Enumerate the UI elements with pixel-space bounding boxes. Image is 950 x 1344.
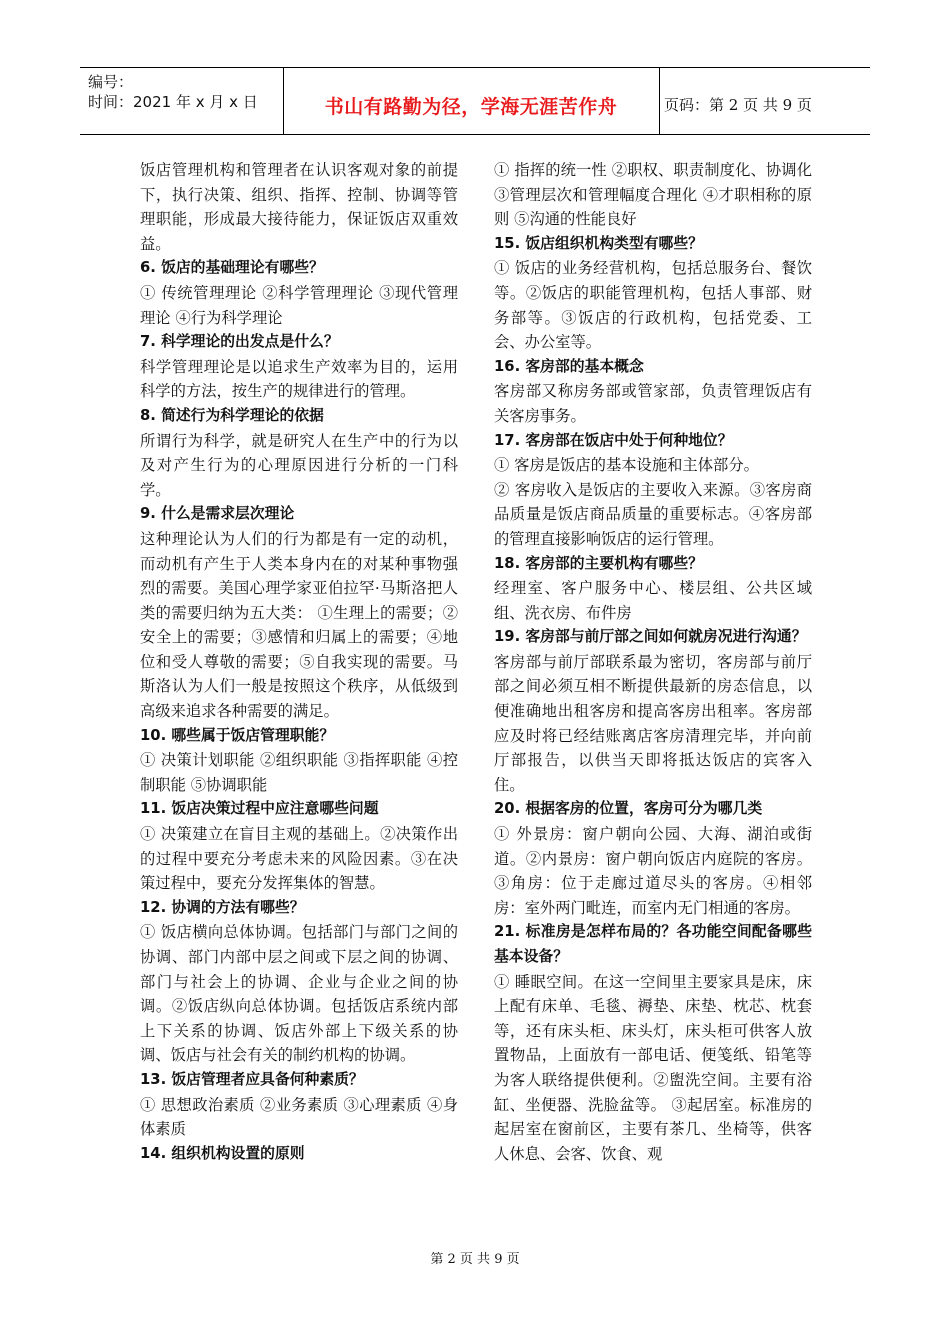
page-header [80,67,870,135]
right-column [494,158,812,1166]
answer-paragraph: 客房部与前厅部联系最为密切，客房部与前厅部之间必须互相不断提供最新的房态信息，以便准确地出租客房和提高客房出租率。客房部应及时将已经结账离店客房清理完毕，并向前厅部报告，以供当天即将抵达饭店的宾客入住。 [494,652,812,794]
header-meta [80,68,284,134]
question-heading: 11. 饭店决策过程中应注意哪些问题 [140,800,379,818]
question-heading: 16. 客房部的基本概念 [494,357,644,375]
question-heading: 20. 根据客房的位置，客房可分为哪几类 [494,800,763,818]
page-footer: 第 2 页 共 9 页 [430,1252,520,1267]
answer-paragraph: ② 客房收入是饭店的主要收入来源。③客房商品质量是饭店商品质量的重要标志。④客房部的管理直接影响饭店的运行管理。 [494,480,812,548]
answer-paragraph: ① 睡眠空间。在这一空间里主要家具是床，床上配有床单、毛毯、褥垫、床垫、枕芯、枕套等，还有床头柜、床头灯，床头柜可供客人放置物品，上面放有一部电话、便笺纸、铅笔等为客人联络提供便利。②盥洗空间。主要有浴缸、坐便器、洗脸盆等。 ③起居室。标准房的起居室在窗前区，主要有茶几、坐椅等，供客人休息、会客、饮食、观 [494,972,812,1163]
answer-paragraph: 科学管理理论是以追求生产效率为目的，运用科学的方法，按生产的规律进行的管理。 [140,357,458,401]
answer-paragraph: 这种理论认为人们的行为都是有一定的动机，而动机有产生于人类本身内在的对某种事物强烈的需要。美国心理学家亚伯拉罕·马斯洛把人类的需要归纳为五大类： ①生理上的需要；②安全上的需要；③感情和归属上的需要；④地位和受人尊敬的需要；⑤自我实现的需要。马斯洛认为人们一般是按照这个秩序，从低级到高级来追求各种需要的满足。 [140,529,458,721]
question-heading: 9. 什么是需求层次理论 [140,505,295,523]
question-heading: 18. 客房部的主要机构有哪些？ [494,554,703,572]
question-heading: 12. 协调的方法有哪些？ [140,898,305,916]
answer-paragraph: ① 思想政治素质 ②业务素质 ③心理素质 ④身体素质 [140,1095,458,1139]
header-page-cell [659,68,870,134]
document-time-label: 时间：2021 年 x 月 x 日 [88,93,258,111]
question-heading: 7. 科学理论的出发点是什么？ [140,333,339,351]
answer-paragraph: ① 饭店的业务经营机构，包括总服务台、餐饮等。②饭店的职能管理机构，包括人事部、财务部等。③饭店的行政机构，包括党委、工会、办公室等。 [494,259,812,352]
question-heading: 10. 哪些属于饭店管理职能？ [140,726,335,744]
left-column [140,158,458,1166]
question-heading: 6. 饭店的基础理论有哪些？ [140,259,324,277]
document-number-label: 编号： [88,73,134,91]
answer-paragraph: ① 决策计划职能 ②组织职能 ③指挥职能 ④控制职能 ⑤协调职能 [140,751,458,794]
question-heading: 8. 简述行为科学理论的依据 [140,406,324,424]
answer-paragraph: ① 决策建立在盲目主观的基础上。②决策作出的过程中要充分考虑未来的风险因素。③在决策过程中，要充分发挥集体的智慧。 [140,825,458,893]
question-heading: 19. 客房部与前厅部之间如何就房况进行沟通？ [494,628,807,646]
question-heading: 13. 饭店管理者应具备何种素质？ [140,1070,364,1088]
question-heading: 14. 组织机构设置的原则 [140,1144,305,1162]
question-heading: 15. 饭店组织机构类型有哪些？ [494,234,703,252]
question-heading: 17. 客房部在饭店中处于何种地位？ [494,431,733,449]
question-heading: 21. 标准房是怎样布局的？各功能空间配备哪些基本设备？ [494,923,812,965]
answer-paragraph: 饭店管理机构和管理者在认识客观对象的前提下，执行决策、组织、指挥、控制、协调等管理职能，形成最大接待能力，保证饭店双重效益。 [140,161,458,253]
header-motto: 书山有路勤为径，学海无涯苦作舟 [324,96,618,118]
answer-paragraph: 所谓行为科学，就是研究人在生产中的行为以及对产生行为的心理原因进行分析的一门科学。 [140,431,458,499]
answer-paragraph: ① 指挥的统一性 ②职权、职责制度化、协调化 ③管理层次和管理幅度合理化 ④才职相称的原则 ⑤沟通的性能良好 [494,161,812,229]
answer-paragraph: 客房部又称房务部或管家部，负责管理饭店有关客房事务。 [494,382,812,425]
answer-paragraph: ① 外景房：窗户朝向公园、大海、湖泊或街道。②内景房：窗户朝向饭店内庭院的客房。③角房：位于走廊过道尽头的客房。④相邻房：室外两门毗连，而室内无门相通的客房。 [494,825,812,917]
header-motto-cell [283,68,660,134]
answer-paragraph: ① 客房是饭店的基本设施和主体部分。 [494,456,759,475]
answer-paragraph: ① 传统管理理论 ②科学管理理论 ③现代管理理论 ④行为科学理论 [140,283,458,327]
answer-paragraph: ① 饭店横向总体协调。包括部门与部门之间的协调、部门内部中层之间或下层之间的协调、部门与社会上的协调、企业与企业之间的协调。②饭店纵向总体协调。包括饭店系统内部上下关系的协调、饭店外部上下级关系的协调、饭店与社会有关的制约机构的协调。 [140,923,458,1065]
header-page-info: 页码：第 2 页 共 9 页 [664,96,812,114]
answer-paragraph: 经理室、客户服务中心、楼层组、公共区域组、洗衣房、布件房 [494,579,812,622]
